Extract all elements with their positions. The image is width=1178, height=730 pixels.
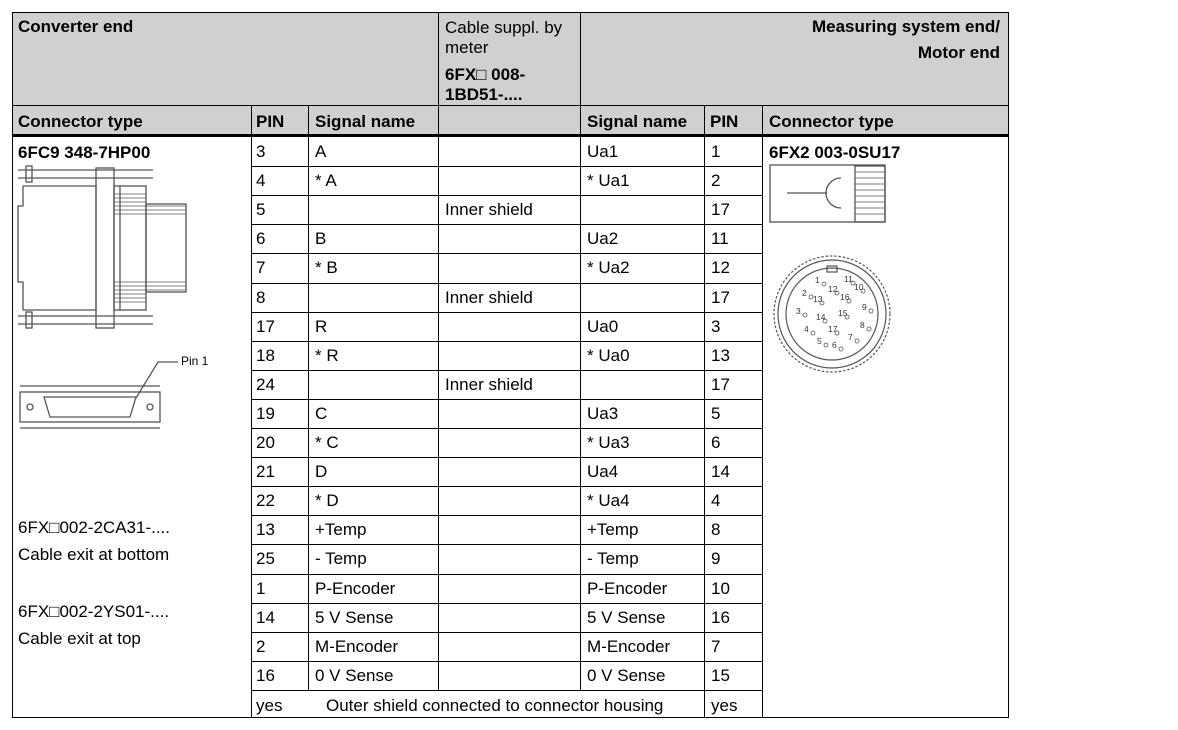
pin-right-cell: 1 xyxy=(711,142,721,161)
pin-right-cell: 13 xyxy=(711,345,730,365)
pin-number-label: 8 xyxy=(860,320,865,330)
pin-right-cell: 6 xyxy=(711,433,721,452)
signal-left-cell: D xyxy=(315,462,328,482)
converter-end-heading: Converter end xyxy=(18,17,134,36)
pin-left-cell: 20 xyxy=(256,433,275,452)
signal-left-cell: * R xyxy=(315,345,339,365)
signal-right-cell: * Ua1 xyxy=(587,171,630,191)
signal-right-cell: - Temp xyxy=(587,549,639,569)
signal-left-cell: * A xyxy=(315,171,337,191)
pin-hole xyxy=(839,347,843,351)
signal-right-cell: * Ua3 xyxy=(587,433,630,452)
pin-hole xyxy=(822,282,826,286)
cable-supplied-heading-2: meter xyxy=(445,38,489,57)
pin-number-label: 15 xyxy=(838,308,848,318)
row-separator xyxy=(251,341,763,342)
right-connector-part-number: 6FX2 003-0SU17 xyxy=(769,143,901,162)
pin-right-cell: 7 xyxy=(711,636,721,656)
col-divider-cable-right xyxy=(580,12,581,690)
pin-number-label: 4 xyxy=(804,324,809,334)
pin-left-cell: 3 xyxy=(256,142,266,161)
signal-right-cell: 0 V Sense xyxy=(587,665,666,685)
cable-cell: Inner shield xyxy=(445,287,533,307)
pin-hole xyxy=(824,343,828,347)
signal-right-cell: Ua1 xyxy=(587,142,619,161)
signal-right-cell: Ua3 xyxy=(587,403,619,423)
table-right-border xyxy=(1008,12,1009,718)
col-divider-connector-left xyxy=(251,106,252,718)
row-separator xyxy=(251,574,763,575)
pin-number-label: 13 xyxy=(813,294,823,304)
pin1-label: Pin 1 xyxy=(181,354,209,368)
pin-left-cell: 17 xyxy=(256,316,275,336)
footer-pin-left: yes xyxy=(256,696,283,715)
row-separator xyxy=(251,224,763,225)
row-separator xyxy=(251,312,763,313)
pin-left-cell: 22 xyxy=(256,491,275,511)
pin-number-label: 6 xyxy=(832,340,837,350)
table-top-border xyxy=(12,12,1009,13)
pin-left-cell: 7 xyxy=(256,258,266,278)
row-separator xyxy=(251,399,763,400)
signal-right-cell: 5 V Sense xyxy=(587,607,666,627)
pin-hole xyxy=(855,339,859,343)
pin-number-label: 17 xyxy=(828,324,838,334)
pin-number-label: 10 xyxy=(854,282,864,292)
signal-right-cell: * Ua2 xyxy=(587,258,630,278)
pin-hole xyxy=(867,327,871,331)
pin-number-label: 16 xyxy=(840,292,850,302)
pin-left-cell: 25 xyxy=(256,549,275,569)
signal-right-cell: Ua2 xyxy=(587,229,619,249)
signal-right-cell: Ua4 xyxy=(587,462,619,482)
pin-right-cell: 5 xyxy=(711,403,721,423)
col-header-signal-left: Signal name xyxy=(315,112,416,131)
signal-left-cell: * D xyxy=(315,491,339,511)
footer-pin-right: yes xyxy=(711,696,738,715)
pin-hole xyxy=(811,331,815,335)
pin-right-cell: 2 xyxy=(711,171,721,191)
row-separator xyxy=(251,544,763,545)
col-divider-cable-left xyxy=(438,12,439,690)
cable-option-bottom-part: 6FX□002-2CA31-.... xyxy=(18,518,171,537)
row-separator xyxy=(251,661,763,662)
cable-option-bottom-desc: Cable exit at bottom xyxy=(18,545,170,564)
row-separator xyxy=(251,457,763,458)
col-header-connector-type-left: Connector type xyxy=(18,112,143,131)
row-separator xyxy=(251,632,763,633)
pin-number-label: 3 xyxy=(796,306,801,316)
pin-left-cell: 21 xyxy=(256,462,275,482)
signal-left-cell: A xyxy=(315,142,327,161)
pin-right-cell: 3 xyxy=(711,316,721,336)
pin-left-cell: 4 xyxy=(256,171,266,191)
cable-cell: Inner shield xyxy=(445,374,533,394)
pin-number-label: 14 xyxy=(816,312,826,322)
col-header-connector-type-right: Connector type xyxy=(769,112,894,131)
row-separator xyxy=(251,370,763,371)
pin-left-cell: 13 xyxy=(256,520,275,540)
pin-right-cell: 15 xyxy=(711,665,730,685)
dsub-connector-side-view-icon xyxy=(18,164,198,332)
row-separator xyxy=(251,253,763,254)
signal-left-cell: * C xyxy=(315,433,339,452)
pin-left-cell: 6 xyxy=(256,229,266,249)
row-separator xyxy=(251,690,763,691)
signal-left-cell: 0 V Sense xyxy=(315,665,394,685)
signal-left-cell: C xyxy=(315,403,328,423)
pin-left-cell: 18 xyxy=(256,345,275,365)
signal-right-cell: * Ua0 xyxy=(587,345,630,365)
col-divider-signal-right xyxy=(704,106,705,718)
pin-hole xyxy=(803,313,807,317)
pin-hole xyxy=(869,309,873,313)
motor-end-heading: Motor end xyxy=(917,43,1000,62)
pin-number-label: 1 xyxy=(815,275,820,285)
cable-option-top-desc: Cable exit at top xyxy=(18,629,141,648)
pin-left-cell: 24 xyxy=(256,374,275,394)
pin-left-cell: 8 xyxy=(256,287,266,307)
pin-left-cell: 16 xyxy=(256,665,275,685)
cable-connector-symbol-icon xyxy=(769,164,889,226)
row-separator xyxy=(251,515,763,516)
signal-left-cell: R xyxy=(315,316,328,336)
cable-supplied-heading: Cable suppl. by xyxy=(445,18,563,37)
signal-right-cell: * Ua4 xyxy=(587,491,630,511)
signal-left-cell: - Temp xyxy=(315,549,367,569)
col-divider-pin-right xyxy=(762,106,763,718)
footer-outer-shield-text: Outer shield connected to connector housing xyxy=(326,696,664,715)
cable-part-number: 6FX□ 008- xyxy=(445,65,526,84)
row-separator xyxy=(251,195,763,196)
signal-left-cell: 5 V Sense xyxy=(315,607,394,627)
signal-right-cell: Ua0 xyxy=(587,316,619,336)
signal-right-cell: M-Encoder xyxy=(587,636,671,656)
cable-part-number-2: 1BD51-.... xyxy=(445,85,523,104)
cable-cell: Inner shield xyxy=(445,200,533,220)
pin-number-label: 5 xyxy=(817,336,822,346)
signal-left-cell: B xyxy=(315,229,327,249)
pin-right-cell: 17 xyxy=(711,200,730,220)
pin-right-cell: 4 xyxy=(711,491,721,511)
pin-number-label: 11 xyxy=(844,274,853,284)
row-separator xyxy=(251,486,763,487)
row-separator xyxy=(251,603,763,604)
pin-number-label: 2 xyxy=(802,288,807,298)
signal-right-cell: +Temp xyxy=(587,520,639,540)
pin-left-cell: 2 xyxy=(256,636,266,656)
col-header-pin-right: PIN xyxy=(710,112,739,131)
pin-number-label: 7 xyxy=(848,332,853,342)
pin-left-cell: 19 xyxy=(256,403,275,423)
pin-right-cell: 16 xyxy=(711,607,730,627)
table-left-border xyxy=(12,12,13,718)
pin-right-cell: 17 xyxy=(711,287,730,307)
signal-left-cell: M-Encoder xyxy=(315,636,399,656)
pin-left-cell: 1 xyxy=(256,578,266,598)
pin-number-label: 9 xyxy=(862,302,867,312)
table-bottom-border xyxy=(12,717,1009,718)
left-connector-part-number: 6FC9 348-7HP00 xyxy=(18,143,151,162)
row-separator xyxy=(251,283,763,284)
row-separator xyxy=(251,428,763,429)
column-header-rule xyxy=(12,134,1009,137)
pin-right-cell: 10 xyxy=(711,578,730,598)
pin-number-label: 12 xyxy=(828,284,838,294)
pin-right-cell: 9 xyxy=(711,549,721,569)
pin-left-cell: 14 xyxy=(256,607,275,627)
pin-left-cell: 5 xyxy=(256,200,266,220)
signal-left-cell: P-Encoder xyxy=(315,578,396,598)
row-separator xyxy=(251,166,763,167)
signal-left-cell: +Temp xyxy=(315,520,367,540)
signal-right-cell: P-Encoder xyxy=(587,578,668,598)
cable-option-top-part: 6FX□002-2YS01-.... xyxy=(18,602,170,621)
col-header-pin-left: PIN xyxy=(256,112,285,131)
measuring-end-heading: Measuring system end/ xyxy=(811,17,1000,36)
pin-right-cell: 11 xyxy=(711,229,729,249)
pin-right-cell: 17 xyxy=(711,374,730,394)
circular-connector-face-icon xyxy=(772,250,892,378)
signal-left-cell: * B xyxy=(315,258,338,278)
col-header-signal-right: Signal name xyxy=(587,112,688,131)
dsub-connector-front-view-icon xyxy=(18,358,188,430)
pin-right-cell: 12 xyxy=(711,258,730,278)
pin-right-cell: 8 xyxy=(711,520,721,540)
header-divider xyxy=(12,105,1009,106)
pin-right-cell: 14 xyxy=(711,462,730,482)
